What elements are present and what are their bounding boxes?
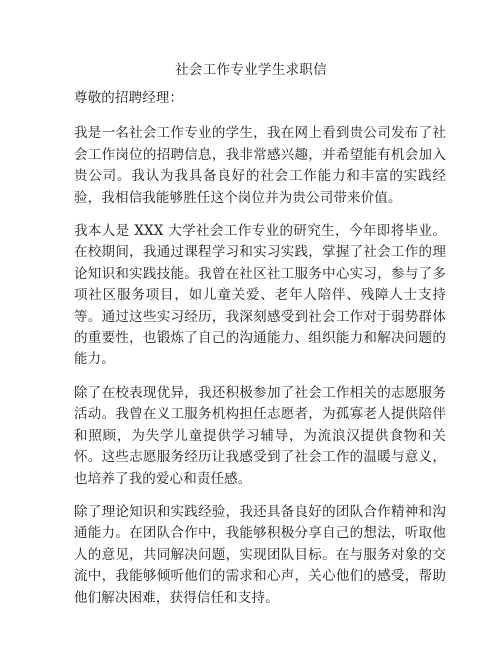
letter-paragraph-3: 除了在校表现优异，我还积极参加了社会工作相关的志愿服务活动。我曾在义工服务机构担任志愿者，为孤寡老人提供陪伴和照顾，为失学儿童提供学习辅导，为流浪汉提供食物和关怀。这些志愿服务经历让我感受到了社会工作的温暖与意义，也培养了我的爱心和责任感。 (74, 384, 446, 487)
letter-body (74, 88, 446, 621)
letter-greeting: 尊敬的招聘经理： (74, 90, 184, 106)
letter-title: 社会工作专业学生求职信 (175, 62, 327, 78)
letter-paragraph-1: 我是一名社会工作专业的学生，我在网上看到贵公司发布了社会工作岗位的招聘信息，我非常感兴趣，并希望能有机会加入贵公司。我认为我具备良好的社会工作能力和丰富的实践经验，我相信我能够胜任这个岗位并为贵公司带来价值。 (74, 125, 446, 206)
letter-paragraph-2: 我本人是 XXX 大学社会工作专业的研究生，今年即将毕业。在校期间，我通过课程学习和实习实践，掌握了社会工作的理论知识和实践技能。我曾在社区社工服务中心实习，参与了多项社区服务项目，如儿童关爱、老年人陪伴、残障人士支持等。通过这些实习经历，我深刻感受到社会工作对于弱势群体的重要性，也锻炼了自己的沟通能力、组织能力和解决问题的能力。 (74, 223, 446, 368)
letter-paragraph-4: 除了理论知识和实践经验，我还具备良好的团队合作精神和沟通能力。在团队合作中，我能够积极分享自己的想法，听取他人的意见，共同解决问题，实现团队目标。在与服务对象的交流中，我能够倾听他们的需求和心声，关心他们的感受，帮助他们解决困难，获得信任和支持。 (74, 503, 446, 606)
